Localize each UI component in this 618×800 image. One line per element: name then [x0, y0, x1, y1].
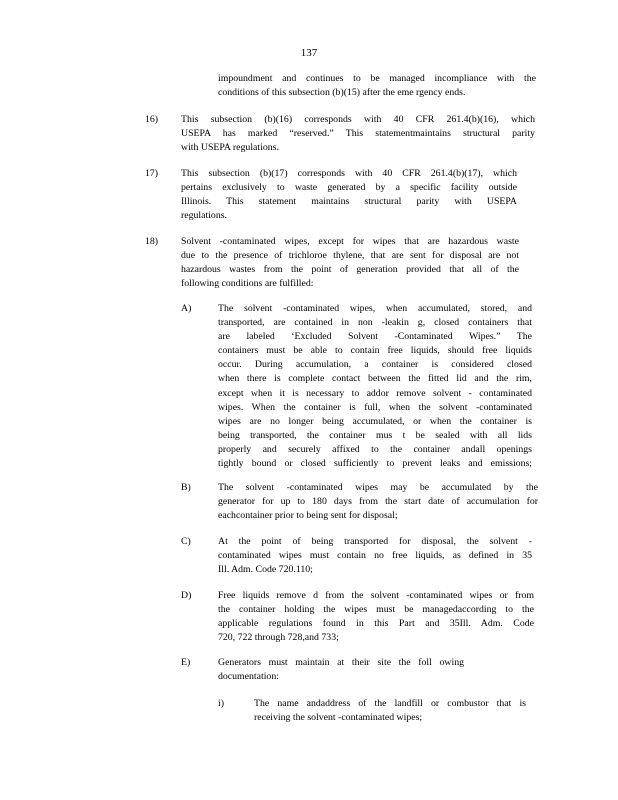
text-line: Illinois. This statement maintains structural parity with USEPA: [181, 196, 517, 208]
text-line: being transported, the container mus t be sealed with all lids: [218, 429, 532, 441]
continuation-paragraph: [218, 72, 536, 100]
item-number: 18): [145, 236, 159, 247]
text-line: The solvent -contaminated wipes, when accumulated, stored, and: [218, 303, 532, 314]
text-line: following conditions are fulfilled:: [181, 278, 314, 290]
text-line: The solvent -contaminated wipes may be accumulated by the: [218, 482, 538, 493]
subitem-d-paragraph: [218, 589, 534, 645]
subitem-letter: B): [181, 482, 191, 493]
text-line: USEPA has marked “reserved.” This statementmaintains structural parity: [181, 128, 535, 140]
text-line: wipes are no longer being accumulated, or when the container is: [218, 415, 532, 427]
text-line: tightly bound or closed sufficiently to prevent leaks and emissions;: [218, 458, 532, 470]
subitem-letter: E): [181, 657, 191, 668]
text-line: The name andaddress of the landfill or combustor that is: [254, 698, 526, 709]
text-line: wipes. When the container is full, when the solvent -contaminated: [218, 401, 532, 413]
text-line: transported, are contained in non -leakin g, closed containers that: [218, 317, 532, 329]
text-line: documentation:: [218, 671, 279, 683]
text-line: Generators must maintain at their site the foll owing: [218, 657, 464, 668]
text-line: properly and securely affixed to the container andall openings: [218, 443, 532, 455]
subitem-b-paragraph: [218, 481, 538, 523]
text-line: regulations.: [181, 210, 227, 222]
text-line: eachcontainer prior to being sent for disposal;: [218, 510, 398, 522]
subitem-letter: C): [181, 536, 191, 547]
item-16-paragraph: [181, 113, 535, 155]
text-line: This subsection (b)(16) corresponds with 40 CFR 261.4(b)(16), which: [181, 114, 535, 125]
text-line: occur. During accumulation, a container is considered closed: [218, 359, 532, 371]
text-line: the container holding the wipes must be managedaccording to the: [218, 604, 534, 616]
text-line: This subsection (b)(17) corresponds with 40 CFR 261.4(b)(17), which: [181, 168, 517, 179]
text-line: except when it is necessary to addor remove solvent - contaminated: [218, 387, 532, 399]
text-line: Free liquids remove d from the solvent -contaminated wipes or from: [218, 590, 534, 601]
subitem-letter: D): [181, 590, 192, 601]
text-line: Ill. Adm. Code 720.110;: [218, 564, 313, 576]
text-line: contaminated wipes must contain no free liquids, as defined in 35: [218, 550, 532, 562]
text-line: At the point of being transported for disposal, the solvent -: [218, 536, 532, 547]
text-line: impoundment and continues to be managed incompliance with the: [218, 73, 536, 84]
subitem-e-paragraph: [218, 656, 464, 684]
text-line: conditions of this subsection (b)(15) after the eme rgency ends.: [218, 87, 466, 99]
subsubitem-i-paragraph: [254, 697, 526, 725]
text-line: receiving the solvent -contaminated wipes;: [254, 712, 423, 724]
item-17-paragraph: [181, 167, 517, 223]
subitem-c-paragraph: [218, 535, 532, 577]
subitem-letter: A): [181, 303, 192, 314]
text-line: due to the presence of trichloroe thylene, that are sent for disposal are not: [181, 250, 519, 262]
text-line: pertains exclusively to waste generated by a specific facility outside: [181, 182, 517, 194]
text-line: applicable regulations found in this Part and 35Ill. Adm. Code: [218, 618, 534, 630]
text-line: generator for up to 180 days from the start date of accumulation for: [218, 496, 538, 508]
page-number: 137: [300, 47, 318, 59]
text-line: containers must be able to contain free liquids, should free liquids: [218, 345, 532, 357]
item-number: 17): [145, 168, 159, 179]
text-line: Solvent -contaminated wipes, except for wipes that are hazardous waste: [181, 236, 519, 247]
text-line: when there is complete contact between the fitted lid and the rim,: [218, 373, 532, 385]
text-line: are labeled ‘Excluded Solvent -Contaminated Wipes.” The: [218, 331, 532, 343]
item-18-paragraph: [181, 235, 519, 291]
text-line: hazardous wastes from the point of generation provided that all of the: [181, 264, 519, 276]
subitem-a-paragraph: [218, 302, 532, 471]
text-line: 720, 722 through 728,and 733;: [218, 632, 339, 644]
subsubitem-numeral: i): [218, 698, 224, 709]
item-number: 16): [145, 114, 159, 125]
text-line: with USEPA regulations.: [181, 142, 279, 154]
